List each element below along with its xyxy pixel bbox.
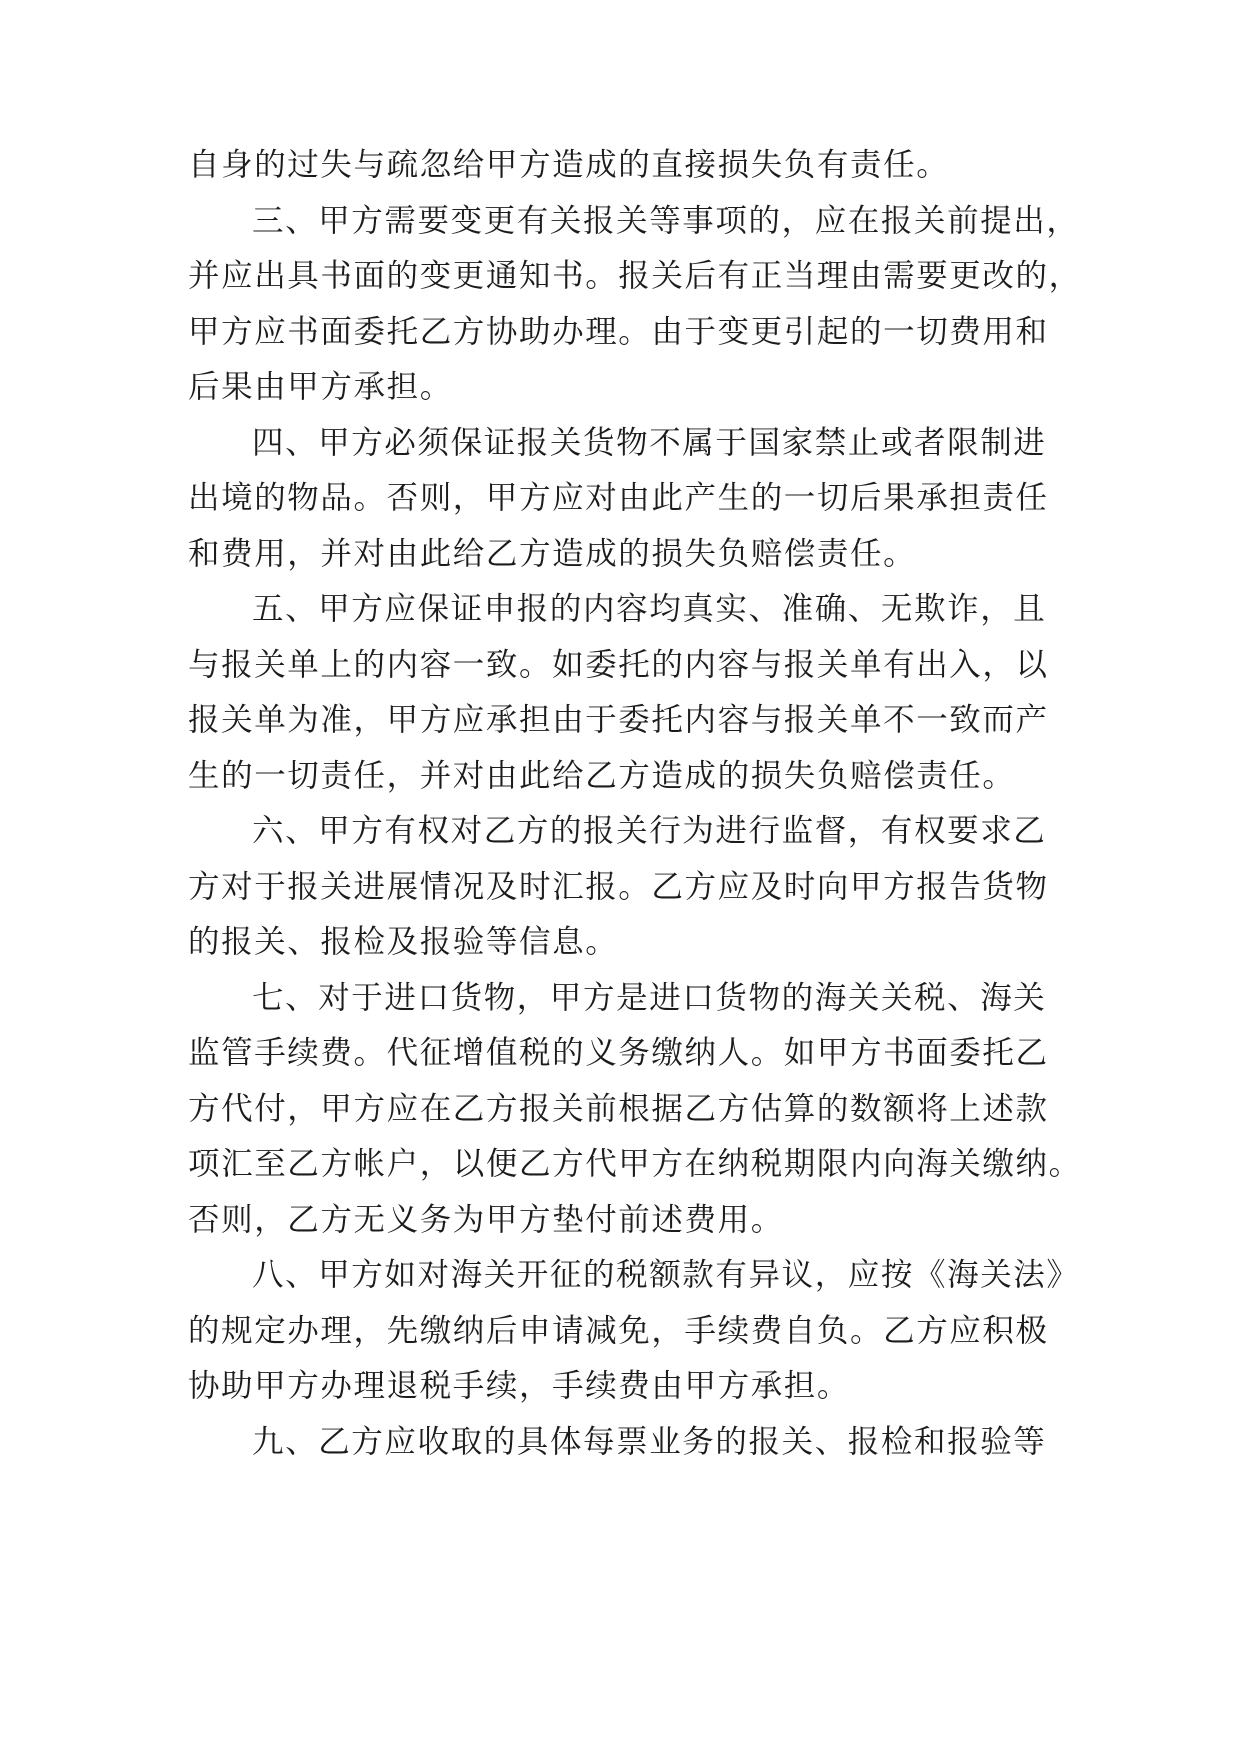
paragraph-6-start: 六、甲方有权对乙方的报关行为进行监督，有权要求乙 (252, 813, 1047, 849)
text-line: 后果由甲方承担。 (188, 369, 453, 405)
text-line: 和费用，并对由此给乙方造成的损失负赔偿责任。 (188, 536, 917, 572)
text-line: 甲方应书面委托乙方协助办理。由于变更引起的一切费用和 (188, 314, 1049, 350)
text-line: 否则，乙方无义务为甲方垫付前述费用。 (188, 1202, 784, 1238)
text-line: 的规定办理，先缴纳后申请减免，手续费自负。乙方应积极 (188, 1313, 1049, 1349)
paragraph-4-start: 四、甲方必须保证报关货物不属于国家禁止或者限制进 (252, 425, 1047, 461)
text-line: 并应出具书面的变更通知书。报关后有正当理由需要更改的， (188, 258, 1082, 294)
paragraph-9-start: 九、乙方应收取的具体每票业务的报关、报检和报验等 (252, 1424, 1047, 1460)
text-line: 与报关单上的内容一致。如委托的内容与报关单有出入，以 (188, 647, 1049, 683)
text-line: 自身的过失与疏忽给甲方造成的直接损失负有责任。 (188, 147, 950, 183)
text-line: 协助甲方办理退税手续，手续费由甲方承担。 (188, 1368, 851, 1404)
paragraph-5-start: 五、甲方应保证申报的内容均真实、准确、无欺诈，且 (252, 591, 1047, 627)
paragraph-7-start: 七、对于进口货物，甲方是进口货物的海关关税、海关 (252, 980, 1047, 1016)
text-line: 出境的物品。否则，甲方应对由此产生的一切后果承担责任 (188, 480, 1049, 516)
text-line: 方代付，甲方应在乙方报关前根据乙方估算的数额将上述款 (188, 1091, 1049, 1127)
text-line: 方对于报关进展情况及时汇报。乙方应及时向甲方报告货物 (188, 869, 1049, 905)
paragraph-3-start: 三、甲方需要变更有关报关等事项的，应在报关前提出， (252, 203, 1080, 239)
text-line: 项汇至乙方帐户，以便乙方代甲方在纳税期限内向海关缴纳。 (188, 1146, 1082, 1182)
text-line: 监管手续费。代征增值税的义务缴纳人。如甲方书面委托乙 (188, 1035, 1049, 1071)
text-line: 报关单为准，甲方应承担由于委托内容与报关单不一致而产 (188, 702, 1049, 738)
text-line: 的报关、报检及报验等信息。 (188, 924, 619, 960)
paragraph-8-start: 八、甲方如对海关开征的税额款有异议，应按《海关法》 (252, 1257, 1080, 1293)
text-line: 生的一切责任，并对由此给乙方造成的损失负赔偿责任。 (188, 758, 1016, 794)
